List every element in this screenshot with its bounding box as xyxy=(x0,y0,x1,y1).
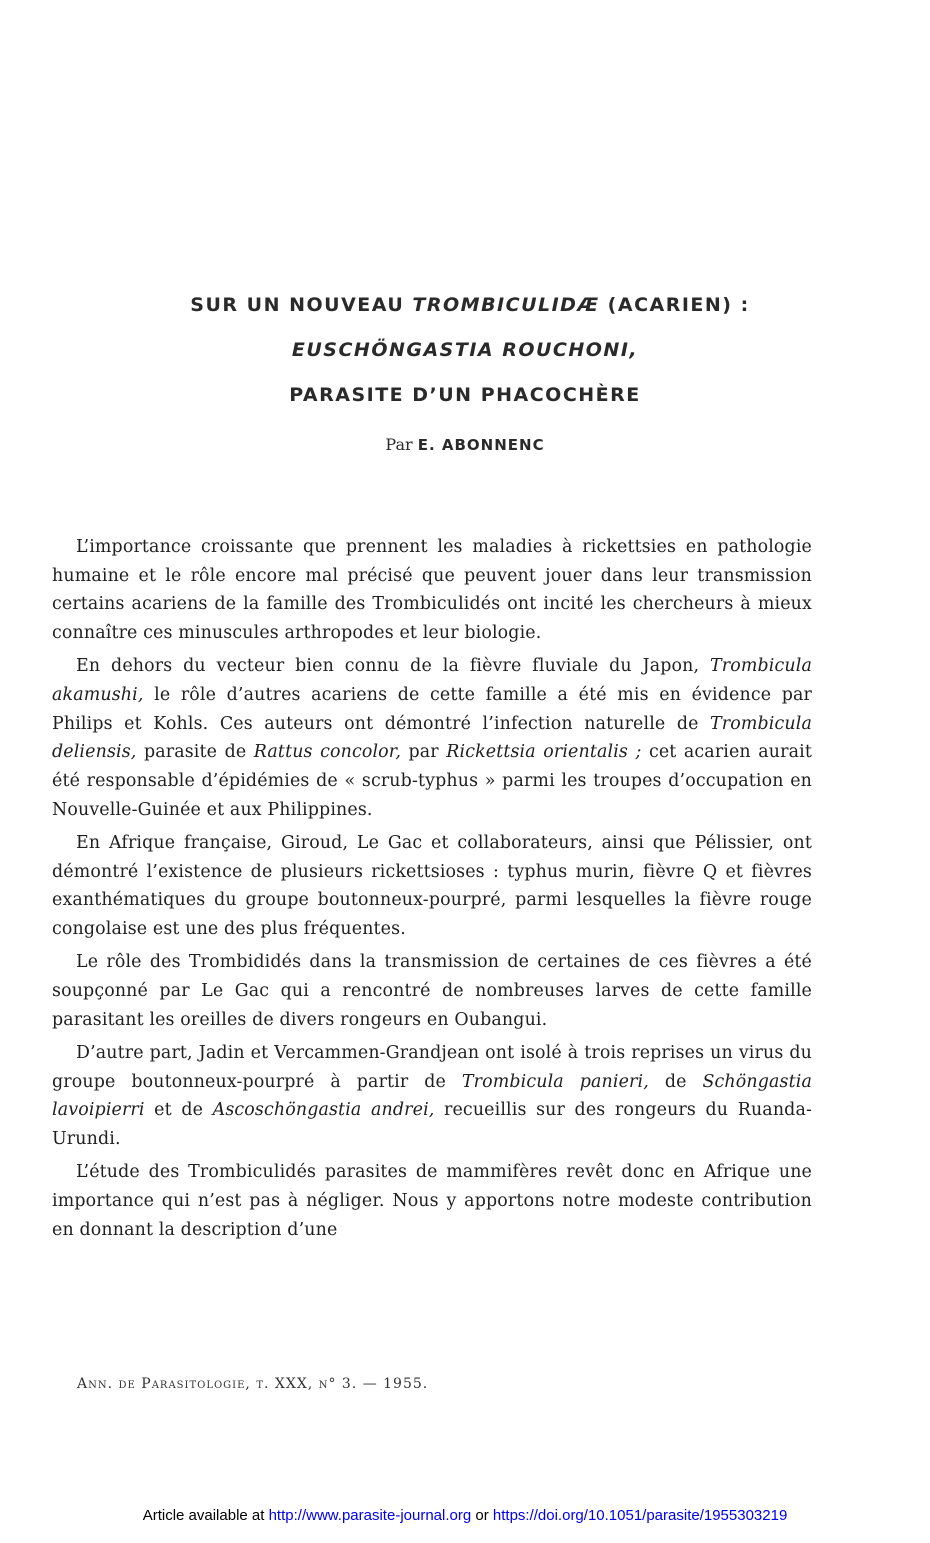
title-block xyxy=(0,290,930,459)
title-line-1-prefix: SUR UN NOUVEAU xyxy=(190,294,413,316)
author-name: E. ABONNENC xyxy=(417,436,545,454)
article-body xyxy=(52,533,812,1249)
title-line-1-taxon: TROMBICULIDÆ xyxy=(412,294,600,316)
availability-line xyxy=(0,1507,930,1524)
text-run: parasite de xyxy=(136,742,254,763)
text-run: Le rôle des Trombididés dans la transmission de certaines de ces fièvres a été soupçonné par Le Gac qui a rencontré de nombreuses larves de cette famille parasitant les oreilles de divers rongeurs en Oubangui. xyxy=(52,952,812,1030)
title-line-1-suffix: (ACARIEN) : xyxy=(599,294,750,316)
paragraph-4 xyxy=(52,948,812,1034)
title-line-1 xyxy=(0,290,930,321)
journal-link[interactable]: http://www.parasite-journal.org xyxy=(268,1507,472,1524)
paragraph-6 xyxy=(52,1158,812,1244)
byline-prefix: Par xyxy=(385,435,418,454)
title-line-2 xyxy=(0,335,930,366)
text-run: et de xyxy=(144,1100,213,1121)
italic-term: Trombicula panieri, xyxy=(461,1071,649,1092)
text-run: En Afrique française, Giroud, Le Gac et collaborateurs, ainsi que Pélissier, ont démontré l’existence de plusieurs rickettsioses : typhus murin, fièvre Q et fièvres exanthématiques du groupe boutonneux-pourpré, parmi lesquelles la fièvre rouge congolaise est une des plus fréquentes. xyxy=(52,833,812,940)
text-run: par xyxy=(401,742,447,763)
text-run: L’importance croissante que prennent les maladies à rickettsies en pathologie humaine et le rôle encore mal précisé que peuvent jouer dans leur transmission certains acariens de la famille des Trombiculidés ont incité les chercheurs à mieux connaître ces minuscules arthropodes et leur biologie. xyxy=(52,537,812,644)
text-run: le rôle d’autres acariens de cette famille a été mis en évidence par Philips et Kohls. Ces auteurs ont démontré l’infection naturelle de xyxy=(52,685,812,734)
title-species: EUSCHÖNGASTIA ROUCHONI, xyxy=(291,339,639,361)
text-run: D’autre part, Jadin et Vercammen-Grandjean ont isolé à trois reprises un virus du groupe boutonneux-pourpré à partir de xyxy=(52,1042,812,1092)
italic-term: Trombicula deliensis, xyxy=(52,713,812,763)
text-run: de xyxy=(648,1071,703,1092)
journal-footer: Ann. de Parasitologie, t. XXX, n° 3. — 1955. xyxy=(77,1376,429,1392)
italic-term: Trombicula akamushi, xyxy=(52,656,812,706)
italic-term: Rattus concolor, xyxy=(253,742,402,763)
doi-link[interactable]: https://doi.org/10.1051/parasite/1955303219 xyxy=(492,1507,788,1524)
text-run: cet acarien aurait été responsable d’épidémies de « scrub-typhus » parmi les troupes d’occupation en Nouvelle-Guinée et aux Philippines. xyxy=(52,742,812,820)
italic-term: Schöngastia lavoipierri xyxy=(52,1071,812,1121)
text-run: En dehors du vecteur bien connu de la fièvre fluviale du Japon, xyxy=(76,656,711,677)
availability-middle: or xyxy=(471,1507,493,1524)
paragraph-5 xyxy=(52,1039,812,1154)
availability-prefix: Article available at xyxy=(142,1507,269,1524)
title-line-3: PARASITE D’UN PHACOCHÈRE xyxy=(289,384,641,406)
text-run: L’étude des Trombiculidés parasites de mammifères revêt donc en Afrique une importance qui n’est pas à négliger. Nous y apportons notre modeste contribution en donnant la description d’une xyxy=(52,1162,812,1240)
italic-term: Ascoschöngastia andrei, xyxy=(212,1100,435,1121)
paragraph-2 xyxy=(52,652,812,824)
paragraph-1 xyxy=(52,533,812,648)
italic-term: Rickettsia orientalis ; xyxy=(446,742,642,763)
text-run: recueillis sur des rongeurs du Ruanda-Urundi. xyxy=(52,1100,813,1150)
byline xyxy=(0,431,930,459)
paragraph-3 xyxy=(52,829,812,944)
